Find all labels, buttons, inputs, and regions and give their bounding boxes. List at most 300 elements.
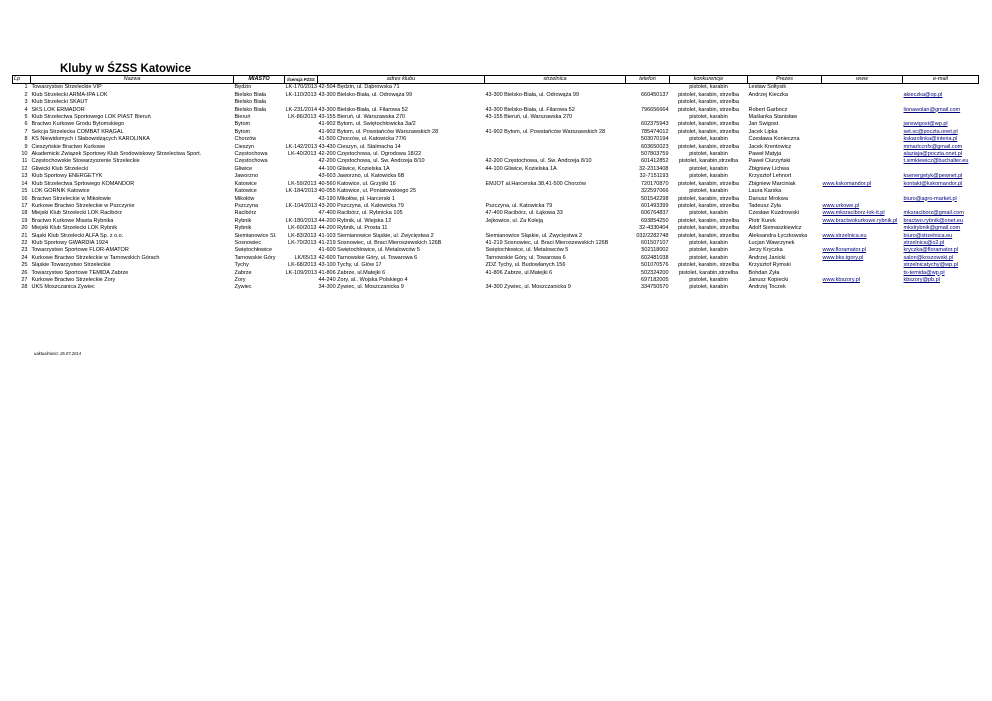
phone-cell: 785474012 (640, 128, 669, 135)
lp-cell: 21 (21, 232, 28, 239)
name-cell: Kurkowe Bractwo Strzeleckie w Pszczynie (31, 202, 135, 209)
disciplines-cell: pistolet, karabin (689, 165, 728, 172)
license-cell: LK-110/2013 (285, 91, 317, 98)
city-cell: Racibórz (234, 210, 257, 217)
lp-cell: 14 (21, 180, 28, 187)
www-link (822, 99, 903, 106)
email-link[interactable]: mkslrybnik@gmail.com (903, 225, 961, 232)
president-cell: Zbigniew Marciniak (748, 180, 796, 187)
disciplines-cell: pistolet, karabin, strzelba (678, 99, 739, 106)
lp-cell: 18 (21, 210, 28, 217)
header-email: e-mail (903, 76, 979, 84)
disciplines-cell: pistolet, karabin (689, 284, 728, 291)
disciplines-cell: pistolet, karabin (689, 247, 728, 254)
address-cell: 41-103 Siemianowice Śląskie, ul. Zwycięstwa 2 (318, 232, 434, 239)
license-cell (285, 196, 318, 203)
email-link (903, 84, 979, 92)
lp-cell: 24 (21, 254, 28, 261)
phone-cell: 322597066 (640, 188, 669, 195)
city-cell: Siemianowice Śl. (234, 232, 277, 239)
phone-cell: 660450137 (640, 91, 669, 98)
name-cell: Miejski Klub Strzelecki LOK Rybnik (31, 225, 118, 232)
president-cell: Andrzej Janicki (748, 254, 786, 261)
phone-cell: 503070194 (640, 136, 669, 143)
lp-cell: 13 (21, 173, 28, 180)
email-link[interactable]: ts-temida@wp.pl (903, 269, 945, 276)
phone-cell: 32-7151193 (639, 173, 669, 180)
disciplines-cell: pistolet, karabin, strzelba (678, 225, 739, 232)
www-link (822, 129, 903, 136)
name-cell: Bractwo Strzeleckie w Mikołowie (31, 195, 111, 202)
phone-cell: 502324200 (640, 269, 669, 276)
name-cell: Cieszyńskie Bractwo Kurkowe (31, 143, 106, 150)
disciplines-cell: pistolet, karabin (689, 210, 728, 217)
www-link (822, 136, 903, 143)
city-cell: Świętochłowice (234, 247, 273, 254)
lp-cell: 2 (24, 91, 28, 98)
address-cell: 44-100 Gliwice, Kozielska 1A (318, 165, 390, 172)
disciplines-cell: pistolet, karabin, strzelba (678, 91, 739, 98)
address-cell: 40-055 Katowice, ul. Poniatowskiego 25 (318, 188, 417, 195)
lp-cell: 28 (21, 284, 28, 291)
table-row (13, 203, 979, 210)
address-cell: 43-155 Bieruń, ul. Warszawska 270 (318, 114, 406, 121)
table-row (13, 196, 979, 203)
table-row (13, 240, 979, 247)
lp-cell: 1 (24, 84, 28, 91)
address-cell: 47-400 Racibórz, ul. Rybnicka 105 (318, 210, 403, 217)
address-cell: 43-190 Mikołów, pl. Harcerski 1 (318, 195, 395, 202)
president-cell: Krzysztof Rymski (748, 262, 791, 269)
table-row (13, 173, 979, 180)
lp-cell: 15 (21, 188, 28, 195)
city-cell: Jaworzno (234, 173, 259, 180)
president-cell: Paweł Matyja (748, 151, 782, 158)
disciplines-cell: pistolet, karabin, strzelba (678, 202, 739, 209)
table-row (13, 136, 979, 143)
range-cell (485, 173, 626, 180)
update-note: uaktualniono: 26.07.2014 (34, 351, 82, 356)
email-link[interactable]: t.simkiewicz@buchalter.eu (903, 158, 969, 165)
city-cell: Tychy (234, 262, 249, 269)
www-link (822, 166, 903, 173)
disciplines-cell: pistolet, karabin (689, 188, 728, 195)
name-cell: Kurkowe Bractwo Strzeleckie Żory (31, 276, 116, 283)
www-link[interactable]: www.bractwokurkowe.rybnik.pl (822, 217, 898, 224)
www-link (822, 240, 903, 247)
table-row (13, 129, 979, 136)
range-cell: Tarnowskie Góry, ul. Towarowa 6 (485, 254, 566, 261)
name-cell: Klub Strzelecki ARMA-IPA LOK (31, 91, 108, 98)
city-cell: Rybnik (234, 217, 252, 224)
phone-cell: 032/2282748 (636, 232, 669, 239)
email-link[interactable]: biuro@agro-market.pl (903, 195, 957, 202)
table-row (13, 270, 979, 277)
lp-cell: 10 (21, 151, 28, 158)
range-cell: 42-200 Częstochowa, ul. Św. Andrzeja 8/10 (485, 158, 592, 165)
lp-cell: 20 (21, 225, 28, 232)
name-cell: Częstochowskie Stowarzyszenie Strzeleckie (31, 158, 140, 165)
name-cell: Kurkowe Bractwo Strzeleckie w Tarnowskich Górach (31, 254, 160, 261)
disciplines-cell: pistolet, karabin (689, 84, 728, 91)
city-cell: Cieszyn (234, 143, 255, 150)
name-cell: Klub Sportowy ENERGETYK (31, 173, 103, 180)
email-link[interactable]: janswigost@wp.pl (903, 121, 948, 128)
name-cell: Akademicki Związek Sportowy Klub Środowiskowy Strzelectwa Sport. (31, 151, 202, 158)
city-cell: Żywiec (234, 284, 252, 291)
email-link (903, 114, 979, 121)
license-cell (285, 166, 318, 173)
lp-cell: 9 (24, 143, 28, 150)
table-row (13, 233, 979, 240)
address-cell: 41-902 Bytom, ul. Powstańców Warszawskich 28 (318, 128, 439, 135)
www-link (822, 188, 903, 195)
header-lp: Lp (13, 76, 31, 84)
range-cell (485, 188, 626, 195)
president-cell: Jacek Krentowicz (748, 143, 792, 150)
range-cell: Świętochłowice, ul. Metalowców 5 (485, 247, 569, 254)
range-cell: 41-219 Sosnowiec, ul. Braci Mieroszewskich 126B (485, 239, 609, 246)
header-strzelnica: strzelnica (485, 76, 626, 84)
address-cell: 41-600 Świętochłowice, ul. Metalowców 5 (318, 247, 420, 254)
city-cell: Katowice (234, 180, 257, 187)
license-cell: LK-231/2014 (285, 106, 317, 113)
president-cell: Aleksandra Łyczkowska (748, 232, 808, 239)
phone-cell: 606764837 (640, 210, 669, 217)
license-cell: LK-40/2013 (288, 151, 317, 158)
www-link (822, 173, 903, 180)
lp-cell: 25 (21, 262, 28, 269)
email-link[interactable]: biuro@strzelnica.eu (903, 232, 953, 239)
city-cell: Bytom (234, 121, 251, 128)
disciplines-cell: pistolet, karabin (689, 151, 728, 158)
president-cell: Janusz Kopiecki (748, 276, 789, 283)
www-link (822, 262, 903, 269)
range-cell: ZDZ Tychy, ul. Budowlanych 156 (485, 262, 566, 269)
phone-cell (626, 114, 670, 121)
president-cell: Jacek Lipka (748, 128, 778, 135)
range-cell: Jejkowice, ul. Za Koleją (485, 217, 543, 224)
city-cell: Tarnowskie Góry (234, 254, 276, 261)
president-cell: Lesław Sołtysik (748, 84, 787, 91)
city-cell: Bieruń (234, 114, 251, 121)
email-link[interactable]: strzelnica@o2.pl (903, 239, 945, 246)
name-cell: Klub Strzelectwa Sprtowego KOMANDOR (31, 180, 135, 187)
email-link[interactable]: bractwo.rybnik@onet.eu (903, 217, 963, 224)
name-cell: Towarzystwo Sportowe FLOR-AMATOR (31, 247, 129, 254)
email-link[interactable]: strzelnicatychy@wp.pl (903, 262, 958, 269)
president-cell: Andrzej Kieczka (748, 91, 788, 98)
city-cell: Rybnik (234, 225, 252, 232)
phone-cell: 601493399 (640, 202, 669, 209)
license-cell (285, 277, 318, 284)
name-cell: Towarzystwo Strzeleckie VIP (31, 84, 102, 91)
range-cell: 44-100 Gliwice, Kozielska 1A (485, 165, 557, 172)
disciplines-cell: pistolet, karabin, strzelba (678, 143, 739, 150)
email-link (903, 99, 979, 106)
name-cell: SKS LOK ERMADOR (31, 106, 85, 113)
president-cell: Jan Świgost (748, 121, 779, 128)
address-cell: 43-300 Bielsko-Biała, ul. Odrowąża 99 (318, 91, 413, 98)
license-cell: LK-83/2013 (288, 232, 317, 239)
address-cell: 43-603 Jaworzno, ul. Katowicka 6B (318, 173, 405, 180)
license-cell: LK-86/2013 (288, 114, 317, 121)
www-link (822, 92, 903, 99)
range-cell (485, 196, 626, 203)
license-cell (285, 129, 318, 136)
table-row (13, 210, 979, 217)
lp-cell: 19 (21, 217, 28, 224)
president-cell: Dariusz Mrokwa (748, 195, 788, 202)
email-link[interactable]: alaziaja@poczta.onet.pl (903, 151, 962, 158)
table-row (13, 166, 979, 173)
email-link[interactable]: akieczka@op.pl (903, 91, 943, 98)
www-link[interactable]: www.urkowe.pl (822, 202, 860, 209)
table-row (13, 262, 979, 269)
address-cell: 41-806 Zabrze, ul.Matejki 6 (318, 269, 386, 276)
phone-cell: 796656664 (640, 106, 669, 113)
lp-cell: 5 (24, 114, 28, 121)
address-cell: 40-560 Katowice, ul. Grzyśki 16 (318, 180, 396, 187)
address-cell: 44-240 Żory, al.. Wojska Polskiego 4 (318, 276, 408, 283)
lp-cell: 12 (21, 165, 28, 172)
table-row (13, 158, 979, 165)
phone-cell: 334750570 (640, 284, 669, 291)
range-cell: 43-300 Bielsko-Biała, ul. Odrowąża 99 (485, 91, 580, 98)
license-cell (285, 121, 318, 128)
email-link[interactable]: lionawolan@gmail.com (903, 106, 961, 113)
address-cell: 43-200 Pszczyna, ul. Katowicka 79 (318, 202, 404, 209)
phone-cell: 697182005 (640, 276, 669, 283)
www-link (822, 144, 903, 151)
email-link[interactable]: kryczka@floramator.pl (903, 247, 958, 254)
name-cell: Klub Sportowy GWARDIA 1924 (31, 239, 109, 246)
www-link (822, 84, 903, 92)
table-row (13, 225, 979, 232)
header-www: www (822, 76, 903, 84)
president-cell: Piotr Kurek (748, 217, 776, 224)
president-cell: Łucjan Wawrzynek (748, 239, 795, 246)
lp-cell: 6 (24, 121, 28, 128)
lp-cell: 22 (21, 239, 28, 246)
lp-cell: 26 (21, 269, 28, 276)
range-cell (485, 99, 626, 106)
disciplines-cell: pistolet, karabin (689, 254, 728, 261)
email-link[interactable]: ksenergetyk@pewnet.pl (903, 173, 963, 180)
phone-cell: 501070576 (640, 262, 669, 269)
table-row (13, 247, 979, 254)
email-link[interactable]: kontakt@kskomandor.pl (903, 180, 963, 187)
range-cell: Pszczyna, ul. Katowicka 79 (485, 202, 553, 209)
table-row (13, 144, 979, 151)
www-link[interactable]: www.strzelnica.eu (822, 232, 867, 239)
table-row (13, 114, 979, 121)
disciplines-cell: pistolet, karabin, strzelba (678, 121, 739, 128)
name-cell: Klub Strzelecki SKAUT (31, 99, 88, 106)
address-cell: 44-200 Rybnik, ul. Prosta 11 (318, 225, 388, 232)
phone-cell: 601412852 (640, 158, 669, 165)
name-cell: LOK GÓRNIK Katowice (31, 188, 90, 195)
address-cell: 42-504 Będzin, ul. Dąbrowska 71 (318, 84, 400, 91)
header-prezes: Prezes (748, 76, 822, 84)
range-cell (485, 121, 626, 128)
range-cell: 43-155 Bieruń, ul. Warszawska 270 (485, 114, 573, 121)
address-cell: 34-300 Żywiec, ul. Moszczanicka 9 (318, 284, 404, 291)
city-cell: Bytom (234, 128, 251, 135)
disciplines-cell: pistolet, karabin, strzelba (678, 106, 739, 113)
email-link (903, 166, 979, 173)
phone-cell: 601507107 (640, 239, 669, 246)
table-row (13, 284, 979, 291)
table-row (13, 218, 979, 225)
table-row (13, 121, 979, 128)
license-cell (285, 247, 318, 254)
license-cell: LK-184/2013 (285, 188, 317, 195)
name-cell: Klub Strzelectwa Sportowego LOK PIAST Bieruń (31, 114, 151, 121)
header-miasto: MIASTO (234, 76, 285, 84)
header-adres: adres klubu (318, 76, 485, 84)
disciplines-cell: pistolet, karabin, strzelba (678, 128, 739, 135)
email-link (903, 188, 979, 195)
disciplines-cell: pistolet, karabin, strzelba (678, 217, 739, 224)
header-konkurencje: konkurencje (670, 76, 748, 84)
city-cell: Bielsko Biała (234, 106, 266, 113)
phone-cell: 602481038 (640, 254, 669, 261)
president-cell: Robert Garbocz (748, 106, 788, 113)
city-cell: Katowice (234, 188, 257, 195)
address-cell: 41-500 Chorzów, ul. Katowicka 77/6 (318, 136, 407, 143)
address-cell: 41-219 Sosnowiec, ul. Braci Mieroszewskich 126B (318, 239, 442, 246)
address-cell: 42-200 Częstochowa, ul. Ogrodowa 18/22 (318, 151, 422, 158)
name-cell: Śląskie Towarzystwo Strzeleckie (31, 262, 111, 269)
email-link[interactable]: mksraciborz@gmail.com (903, 210, 964, 217)
email-link[interactable]: mmarlccnfx@gmail.com (903, 143, 963, 150)
www-link[interactable]: www.mksraciborz-lok-it.pl (822, 210, 885, 217)
city-cell: Zabrze (234, 269, 252, 276)
city-cell: Żory (234, 276, 246, 283)
page-title: Kluby w ŚZSS Katowice (60, 63, 191, 75)
disciplines-cell: pistolet, karabin, strzelba (678, 262, 739, 269)
license-cell: LK-109/2013 (285, 269, 317, 276)
www-link (822, 114, 903, 121)
www-link[interactable]: www.floramator.pl (822, 247, 866, 254)
president-cell: Jerzy Kryczka (748, 247, 783, 254)
table-row (13, 181, 979, 188)
name-cell: Gliwicki Klub Strzelecki (31, 165, 89, 172)
license-cell (285, 99, 318, 106)
www-link[interactable]: www.bks.tgory.pl (822, 254, 864, 261)
email-link (903, 284, 979, 291)
name-cell: UKS Moszczanica Żywiec (31, 284, 95, 291)
header-telefon: telefon (626, 76, 670, 84)
email-link[interactable]: set.sc@poczta.onet.pl (903, 128, 958, 135)
phone-cell: 693854250 (640, 217, 669, 224)
city-cell: Mikołów (234, 195, 255, 202)
range-cell: 34-300 Żywiec, ul. Moszczanicka 9 (485, 284, 571, 291)
disciplines-cell: pistolet, karabin (689, 239, 728, 246)
lp-cell: 8 (24, 136, 28, 143)
lp-cell: 23 (21, 247, 28, 254)
disciplines-cell: pistolet, karabin, strzelba (678, 180, 739, 187)
name-cell: KS Niewidomych i Słabowidzących KAROLINKA (31, 136, 150, 143)
range-cell: 41-806 Zabrze, ul.Matejki 6 (485, 269, 553, 276)
president-cell: Zbigniew Lichwa (748, 165, 790, 172)
www-link (822, 151, 903, 158)
president-cell: Laura Karska (748, 188, 782, 195)
address-cell: 43-430 Cieszyn, ul. Stalmacha 14 (318, 143, 401, 150)
name-cell: Bractwo Kurkowe Grodu Bytomskiego (31, 121, 125, 128)
lp-cell: 17 (21, 202, 28, 209)
range-cell (485, 84, 626, 92)
email-link[interactable]: salon@koszowski.pl (903, 254, 954, 261)
president-cell (748, 99, 822, 106)
city-cell: Pszczyna (234, 202, 259, 209)
disciplines-cell: pistolet, karabin (689, 136, 728, 143)
city-cell: Gliwice (234, 165, 253, 172)
www-link (822, 225, 903, 232)
disciplines-cell: pistolet, karabin (689, 173, 728, 180)
license-cell: LK-59/2013 (288, 180, 317, 187)
president-cell: Maślanka Stanisław (748, 114, 798, 121)
table-row (13, 277, 979, 284)
license-cell: LK-68/2013 (288, 262, 317, 269)
www-link (822, 107, 903, 114)
table-row (13, 99, 979, 106)
range-cell (485, 136, 626, 143)
range-cell (485, 277, 626, 284)
address-cell: 42-600 Tarnowskie Góry, ul. Towarowa 6 (318, 254, 418, 261)
disciplines-cell: pistolet, karabin,strzelba (678, 269, 739, 276)
phone-cell: 720170870 (640, 180, 669, 187)
president-cell: Bohdan Żyła (748, 269, 780, 276)
header-licencja: licencja PZSS (285, 76, 318, 84)
range-cell: 43-300 Bielsko-Biała, ul. Filarowa 52 (485, 106, 575, 113)
disciplines-cell: pistolet, karabin (689, 114, 728, 121)
address-cell: 44-200 Rybnik, ul. Wiejska 12 (318, 217, 392, 224)
lp-cell: 4 (24, 106, 28, 113)
license-cell: LK-60/2013 (288, 225, 317, 232)
president-cell: Krzysztof Lehnort (748, 173, 792, 180)
www-link (822, 121, 903, 128)
license-cell: LK-104/2013 (285, 202, 317, 209)
www-link (822, 158, 903, 165)
range-cell (485, 144, 626, 151)
name-cell: Sekcja Strzelecka COMBAT KRĄGAL (31, 128, 124, 135)
email-link[interactable]: kskarolinka@interia.pl (903, 136, 958, 143)
city-cell: Bielsko Biała (234, 99, 266, 106)
www-link[interactable]: www.kskomandor.pl (822, 180, 872, 187)
lp-cell: 11 (21, 158, 28, 165)
phone-cell: 602375943 (640, 121, 669, 128)
president-cell: Tadeusz Żyła (748, 202, 781, 209)
email-link[interactable]: kbszory@pb.pl (903, 276, 940, 283)
license-cell (285, 136, 318, 143)
license-cell: LK-142/2013 (285, 143, 317, 150)
city-cell: Chorzów (234, 136, 257, 143)
phone-cell: 501542298 (640, 195, 669, 202)
www-link[interactable]: www.kbszory.pl (822, 276, 860, 283)
phone-cell: 32-2313408 (639, 165, 669, 172)
city-cell: Będzin (234, 84, 252, 91)
city-cell: Bielsko Biała (234, 91, 266, 98)
header-nazwa: Nazwa (31, 76, 234, 84)
table-row (13, 107, 979, 114)
address-cell (318, 99, 485, 106)
range-cell: 41-902 Bytom, ul. Powstańców Warszawskich 28 (485, 128, 606, 135)
name-cell: Śląski Klub Strzelecki ALFA Sp. z o.o. (31, 232, 124, 239)
address-cell: 43-100 Tychy, ul. Glów 17 (318, 262, 382, 269)
president-cell: Adolf Siemaszkiewicz (748, 225, 802, 232)
